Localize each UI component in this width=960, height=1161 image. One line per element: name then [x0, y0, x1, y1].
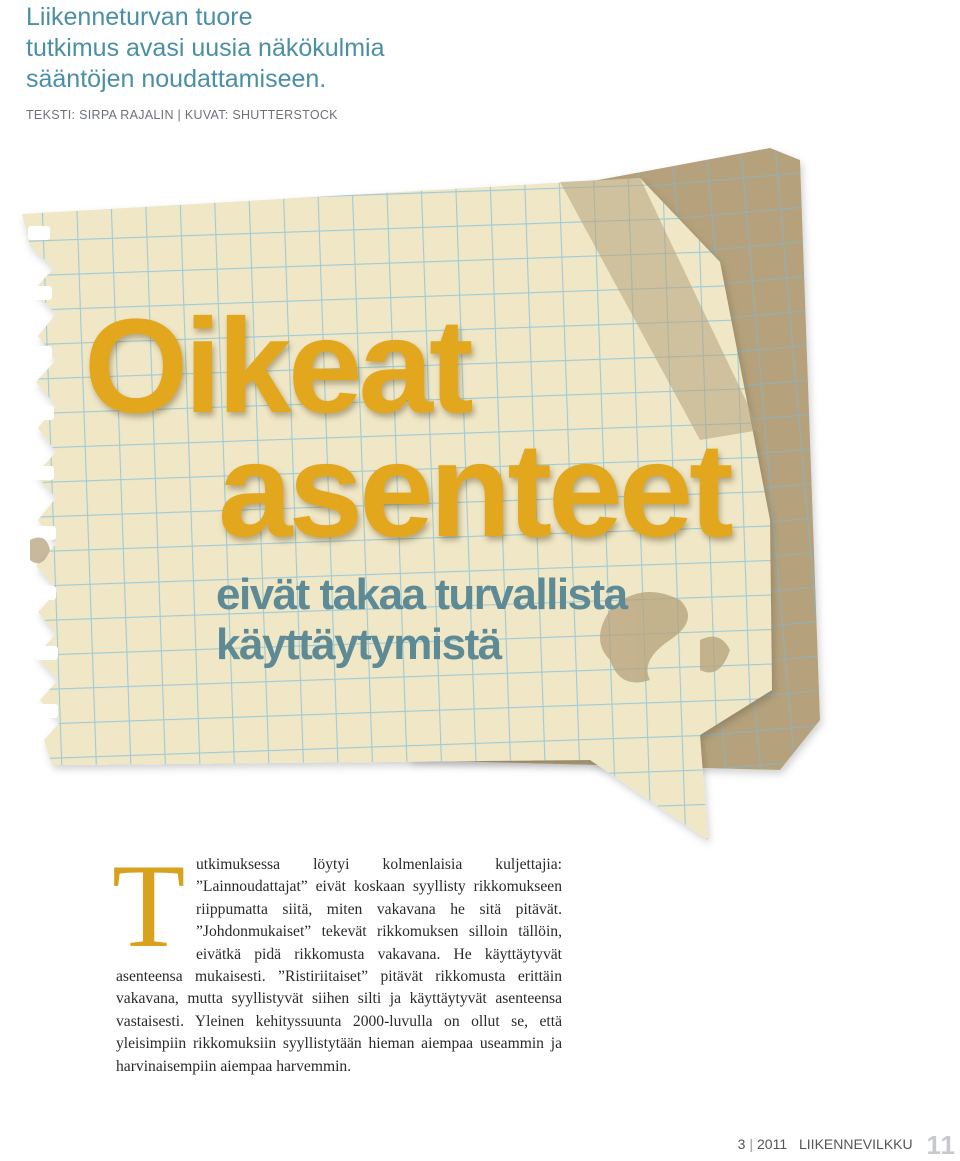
- byline-credits: TEKSTI: SIRPA RAJALIN | KUVAT: SHUTTERSTOCK: [26, 108, 338, 122]
- subtitle-line-1: eivät takaa turvallista: [216, 570, 627, 619]
- lead-line-3: sääntöjen noudattamiseen.: [26, 65, 327, 93]
- article-body: [116, 854, 562, 1078]
- page-number: 11: [926, 1130, 956, 1160]
- publication-name: LIIKENNEVILKKU: [799, 1136, 913, 1152]
- page-footer: [738, 1130, 956, 1161]
- lead-line-1: Liikenneturvan tuore: [26, 3, 253, 31]
- issue-year: 2011: [757, 1136, 788, 1152]
- headline-line-2: asenteet: [218, 416, 730, 565]
- lead-line-2: tutkimus avasi uusia näkökulmia: [26, 34, 385, 62]
- headline-subtitle: [216, 570, 627, 670]
- drop-cap: T: [112, 839, 186, 972]
- subtitle-line-2: käyttäytymistä: [216, 620, 501, 669]
- headline-line-1: Oikeat: [84, 292, 470, 441]
- article-body-text: utkimuksessa löytyi kolmenlaisia kuljettajia: ”Lainnoudattajat” eivät koskaan syyllisty rikkomukseen riippumatta siitä, miten vakavana he sitä pitävät. ”Johdonmukaiset” tekevät rikkomuksen silloin tällöin, eivätkä pidä rikkomusta vakavana. He käyttäytyvät asenteensa mukaisesti. ”Ristiriitaiset” pitävät rikkomusta erittäin vakavana, mutta syyllistyvät siihen silti ja käyttäytyvät asenteensa vastaisesti. Yleinen kehityssuunta 2000-luvulla on ollut se, että yleisimpiin rikkomuksiin syyllistytään hieman aiempaa useammin ja harvinaisempiin aiempaa harvemmin.: [116, 856, 562, 1075]
- issue-number: 3: [737, 1136, 746, 1152]
- footer-separator: |: [749, 1136, 753, 1152]
